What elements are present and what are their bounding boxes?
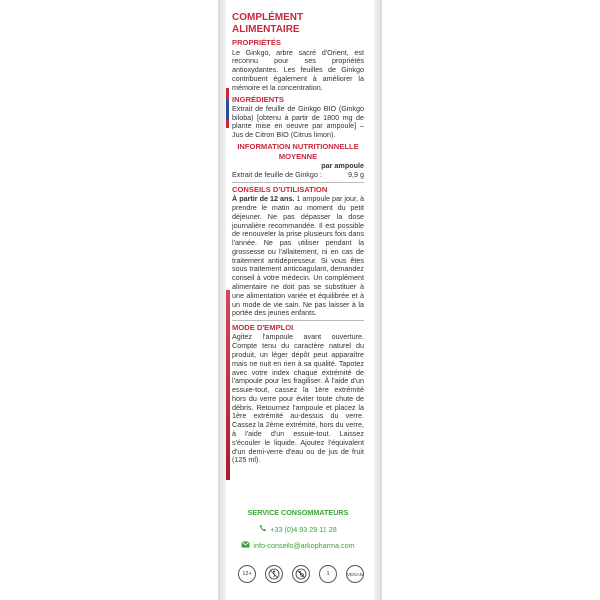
service-email-line xyxy=(232,541,364,550)
decor-red-stripe xyxy=(226,290,230,480)
divider xyxy=(232,182,364,183)
divider xyxy=(232,320,364,321)
service-phone-line xyxy=(232,524,364,534)
nutrition-row-label: Extrait de feuille de Ginkgo : xyxy=(232,170,322,180)
mode-emploi-text: Agitez l'ampoule avant ouverture. Compte tenu du caractère naturel du produit, un léger dépôt peut apparaître mais ne nuit en rien à sa qualité. Tapotez avec votre index chaque extrémité de l'ampoule pour les fragiliser. À l'aide d'un essuie-tout, cassez la 1ère extrémité hors du verre pour éviter toute chute de débris. Retournez l'ampoule et placez la 1ère extrémité au-dessus du verre. Cassez la 2ème extrémité, hors du verre, à l'aide d'un essuie-tout. Laissez s'écouler le liquide. Ajoutez l'équivalent d'un demi-verre d'eau ou de jus de fruit (125 ml). xyxy=(232,332,364,465)
mail-icon xyxy=(241,541,250,550)
age-12-plus-icon: 12+ xyxy=(238,565,256,583)
vegan-icon: VEGAN xyxy=(346,565,364,583)
service-email[interactable]: info-conseils@arkopharma.com xyxy=(253,541,355,550)
conseils-body: 1 ampoule par jour, à prendre le matin au moment du petit déjeuner. Ne pas dépasser la dose journalière recommandée. Il est possible de renouveler la prise plusieurs fois dans l'année. Ne pas utiliser pendant la grossesse ou l'allaitement, ni en cas de traitement antidépresseur. Si vous êtes sous traitement anticoagulant, demandez conseil à votre médecin. Un complément alimentaire ne doit pas se substituer à une alimentation variée et équilibrée et à un mode de vie sain. Ne pas laisser à la portée des jeunes enfants. xyxy=(232,194,364,318)
proprietes-text: Le Ginkgo, arbre sacré d'Orient, est reconnu pour ses propriétés antioxydantes. Les feuilles de Ginkgo contribuent également à améliorer la mémoire et la concentration. xyxy=(232,47,364,92)
mode-emploi-heading: MODE D'EMPLOI xyxy=(232,323,294,333)
conseils-text xyxy=(232,195,364,318)
conseils-heading: CONSEILS D'UTILISATION xyxy=(232,184,328,194)
service-title: SERVICE CONSOMMATEURS xyxy=(247,508,349,517)
nutrition-heading-line2: MOYENNE xyxy=(278,152,318,162)
nutrition-row xyxy=(232,171,364,180)
ingredients-heading: INGRÉDIENTS xyxy=(232,94,284,104)
decor-blue-stripe xyxy=(226,100,229,120)
label-panel xyxy=(232,12,364,467)
panel-title: COMPLÉMENT ALIMENTAIRE xyxy=(232,12,304,36)
box-right-edge xyxy=(374,0,382,600)
no-pregnancy-icon xyxy=(265,565,283,583)
pictogram-row xyxy=(238,565,364,583)
phone-icon xyxy=(259,524,267,534)
nutrition-column-header: par ampoule xyxy=(321,161,364,171)
service-phone[interactable]: +33 (0)4 93 29 11 28 xyxy=(270,524,337,534)
no-breastfeeding-icon xyxy=(292,565,310,583)
nutrition-row-value: 9,9 g xyxy=(348,170,364,180)
consumer-service xyxy=(232,508,364,557)
proprietes-heading: PROPRIÉTÉS xyxy=(232,38,281,48)
nutrition-heading-line1: INFORMATION NUTRITIONNELLE xyxy=(237,141,359,151)
one-per-day-icon: 1 xyxy=(319,565,337,583)
ingredients-text: Extrait de feuille de Ginkgo BIO (Ginkgo biloba) [obtenu à partir de 1800 mg de plante mise en oeuvre par ampoule] – Jus de Citron BIO (Citrus limon). xyxy=(232,103,364,140)
box-left-edge xyxy=(218,0,226,600)
conseils-lead: À partir de 12 ans. xyxy=(232,194,295,204)
